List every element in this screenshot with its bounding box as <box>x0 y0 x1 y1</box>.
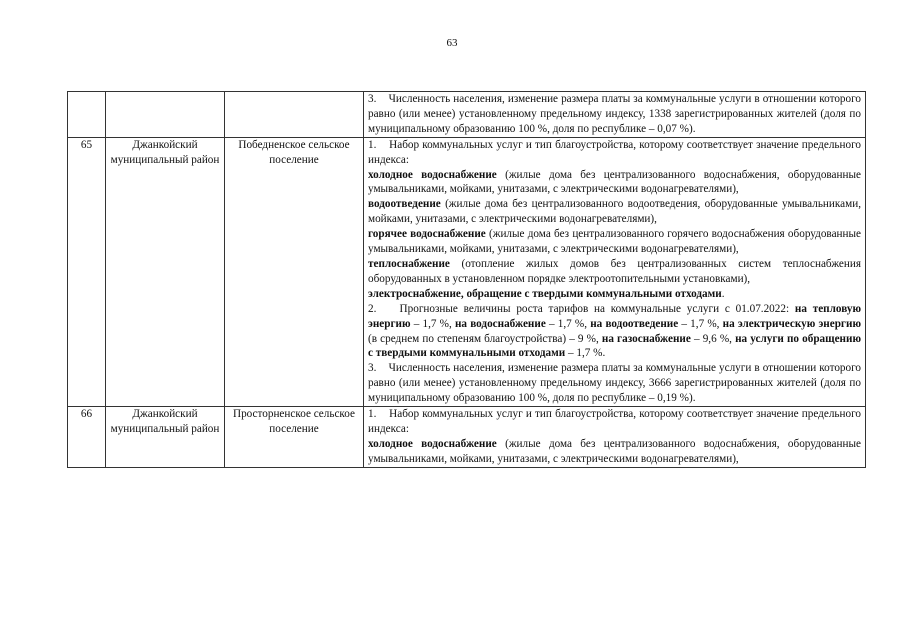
item-1-intro: 1. Набор коммунальных услуг и тип благоустройства, которому соответствует значение предельного индекса: <box>368 138 861 166</box>
tariff-water-value: – 1,7 %, <box>545 317 591 330</box>
number-cell: 66 <box>68 407 106 468</box>
item-2-intro: 2. Прогнозные величины роста тарифов на коммунальные услуги с 01.07.2022: <box>368 302 795 315</box>
settlement-cell <box>225 92 364 138</box>
cold-water-line <box>368 168 861 198</box>
description-cell <box>364 92 866 138</box>
hot-water-text: (жилые дома без централизованного горячего водоснабжения оборудованные умывальниками, мойками, унитазами, с электрическими водонагревателями), <box>368 228 861 256</box>
district-cell <box>106 92 225 138</box>
tariff-electricity-value: (в среднем по степеням благоустройства) – 9 %, <box>368 332 602 345</box>
district-cell: Джанкойский муниципальный район <box>106 137 225 406</box>
tariff-table <box>67 91 866 468</box>
settlement-cell: Победненское сельское поселение <box>225 137 364 406</box>
description-cell <box>364 137 866 406</box>
tariff-drainage-label: на водоотведение <box>590 317 679 330</box>
item-2-tariffs <box>368 302 861 362</box>
page-number: 63 <box>446 37 458 49</box>
description-cell <box>364 407 866 468</box>
district-cell: Джанкойский муниципальный район <box>106 407 225 468</box>
cold-water-text: (жилые дома без централизованного водоснабжения, оборудованные умывальниками, мойками, унитазами, с электрическими водонагревателями), <box>368 437 861 465</box>
item-3-text: 3. Численность населения, изменение размера платы за коммунальные услуги в отношении которого равно (или менее) установленному предельному индексу, 1338 зарегистрированных жителей (доля по муниципальному образованию 100 %, доля по республике – 0,07 %). <box>368 93 861 135</box>
electricity-line <box>368 287 861 302</box>
item-3-text: 3. Численность населения, изменение размера платы за коммунальные услуги в отношении которого равно (или менее) установленному предельному индексу, 3666 зарегистрированных жителей (доля по муниципальному образованию 100 %, доля по республике – 0,19 %). <box>368 362 861 405</box>
tariff-drainage-value: – 1,7 %, <box>678 317 723 330</box>
drainage-text: (жилые дома без централизованного водоотведения, оборудованные умывальниками, мойками, унитазами, с электрическими водонагревателями), <box>368 198 861 226</box>
drainage-label: водоотведение <box>368 198 441 211</box>
tariff-gas-value: – 9,6 %, <box>690 332 736 345</box>
heating-text: (отопление жилых домов без централизованных систем теплоснабжения оборудованных в установленном порядке электроотопительными установками), <box>368 257 861 285</box>
cold-water-label: холодное водоснабжение <box>368 437 497 450</box>
electricity-label: электроснабжение, обращение с твердыми коммунальными отходами <box>368 287 722 300</box>
settlement-cell: Просторненское сельское поселение <box>225 407 364 468</box>
tariff-electricity-label: на электрическую энергию <box>722 317 862 330</box>
tariff-waste-label: на услуги по обращению с твердыми коммунальными отходами <box>368 332 861 360</box>
heating-label: теплоснабжение <box>368 257 450 270</box>
tariff-gas-label: на газоснабжение <box>601 332 691 345</box>
drainage-line <box>368 197 861 227</box>
number-cell <box>68 92 106 138</box>
tariff-water-label: на водоснабжение <box>454 317 546 330</box>
cold-water-text: (жилые дома без централизованного водоснабжения, оборудованные умывальниками, мойками, унитазами, с электрическими водонагревателями), <box>368 168 861 196</box>
number-cell: 65 <box>68 137 106 406</box>
table-row-66 <box>68 407 866 468</box>
hot-water-line <box>368 227 861 257</box>
tariff-waste-value: – 1,7 %. <box>565 347 606 360</box>
cold-water-label: холодное водоснабжение <box>368 168 497 181</box>
table-row-65 <box>68 137 866 406</box>
tariff-heat-label: на тепловую энергию <box>368 302 862 330</box>
hot-water-label: горячее водоснабжение <box>368 228 486 241</box>
table-row-continued <box>68 92 866 138</box>
cold-water-line <box>368 437 861 467</box>
heating-line <box>368 257 861 287</box>
tariff-heat-value: – 1,7 %, <box>410 317 455 330</box>
item-1-intro: 1. Набор коммунальных услуг и тип благоустройства, которому соответствует значение предельного индекса: <box>368 408 861 435</box>
electricity-text: . <box>721 287 725 300</box>
